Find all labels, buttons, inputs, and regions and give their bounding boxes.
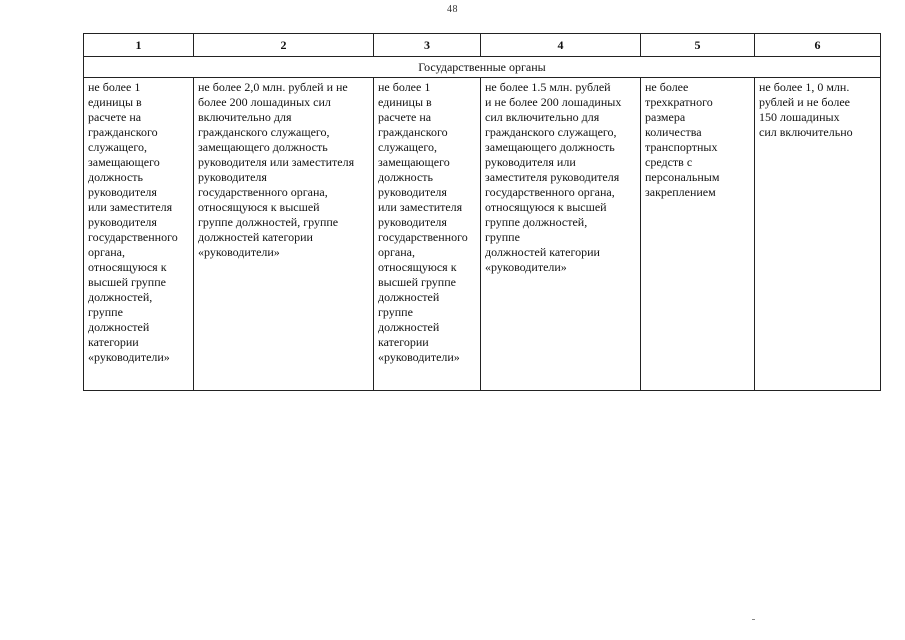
column-header: 1 bbox=[84, 34, 194, 57]
column-header: 5 bbox=[641, 34, 755, 57]
table-cell: не более 2,0 млн. рублей и не более 200 лошадиных сил включительно для гражданского служащего, замещающего должность руководителя или заместителя руководителя государственного органа, относящуюся к высшей группе должностей, группе должностей категории «руководители» bbox=[194, 78, 374, 391]
column-header: 4 bbox=[481, 34, 641, 57]
column-header: 6 bbox=[755, 34, 881, 57]
norms-table bbox=[83, 33, 881, 391]
section-title: Государственные органы bbox=[84, 57, 881, 78]
table-cell: не более 1 единицы в расчете на гражданского служащего, замещающего должность руководителя или заместителя руководителя государственного органа, относящуюся к высшей группе должностей группе должностей категории «руководители» bbox=[374, 78, 481, 391]
section-row bbox=[84, 57, 881, 78]
page-number: 48 bbox=[447, 4, 458, 15]
table-cell: не более 1.5 млн. рублей и не более 200 лошадиных сил включительно для гражданского служащего, замещающего должность руководителя или заместителя руководителя государственного органа, относящуюся к высшей группе должностей, группе должностей категории «руководители» bbox=[481, 78, 641, 391]
header-row bbox=[84, 34, 881, 57]
scan-mark bbox=[752, 619, 755, 620]
table-cell: не более 1, 0 млн. рублей и не более 150 лошадиных сил включительно bbox=[755, 78, 881, 391]
table-row bbox=[84, 78, 881, 391]
table-cell: не более 1 единицы в расчете на гражданского служащего, замещающего должность руководителя или заместителя руководителя государственного органа, относящуюся к высшей группе должностей, группе должностей категории «руководители» bbox=[84, 78, 194, 391]
table-cell: не более трехкратного размера количества транспортных средств с персональным закреплением bbox=[641, 78, 755, 391]
column-header: 2 bbox=[194, 34, 374, 57]
column-header: 3 bbox=[374, 34, 481, 57]
